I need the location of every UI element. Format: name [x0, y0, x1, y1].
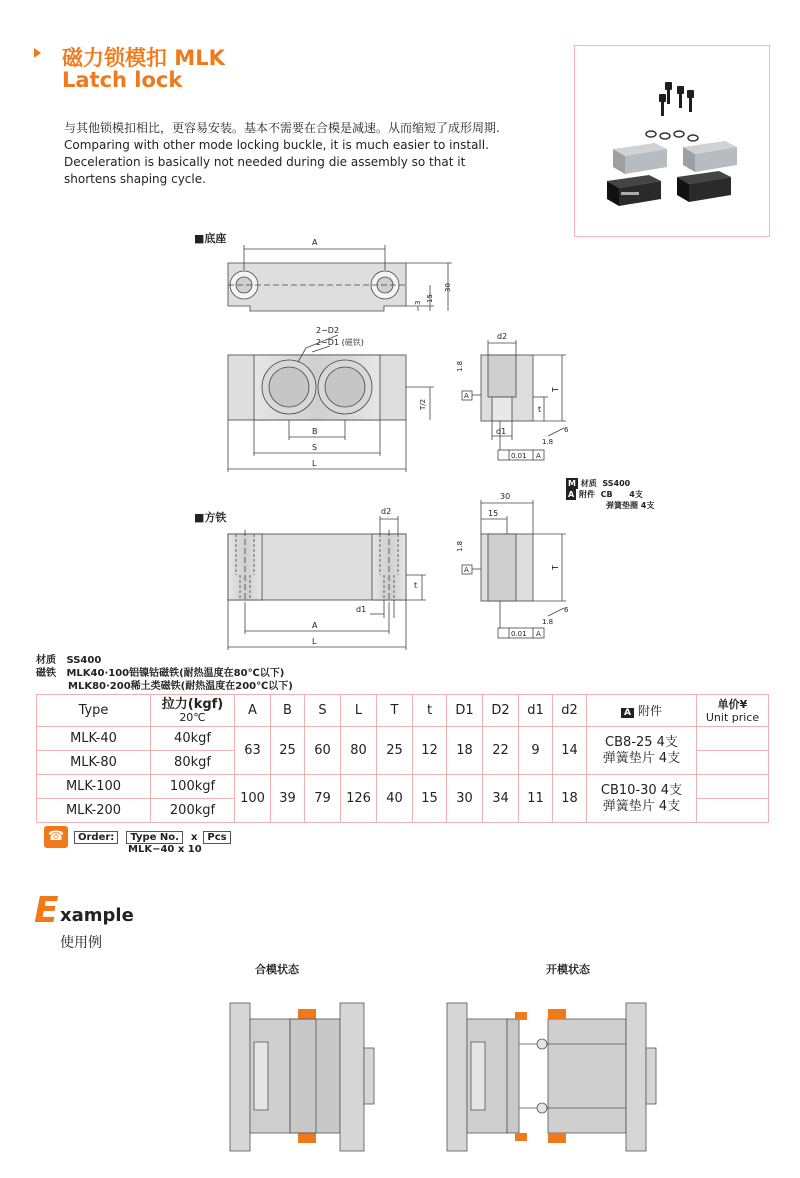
dim-3: 3: [414, 300, 422, 305]
example-illustration: [0, 990, 800, 1160]
cell-acc-1: CB8-25 4支: [605, 734, 678, 750]
desc-line-en-2: Deceleration is basically not needed during die assembly so that it: [64, 155, 466, 169]
th-price-cn: 单价¥: [717, 697, 748, 711]
cell-type: MLK-100: [37, 775, 151, 799]
cell-accessory: [587, 775, 697, 823]
cell-s: 60: [305, 727, 341, 775]
th-force: [151, 695, 235, 727]
table-row: [37, 775, 769, 799]
dim-a-base: A: [312, 238, 318, 247]
dim-r18-base: 1.8: [456, 360, 464, 372]
cell-force: 200kgf: [151, 799, 235, 823]
dim-30: 30: [444, 283, 452, 292]
cell-small-d1: 11: [519, 775, 553, 823]
cell-force: 100kgf: [151, 775, 235, 799]
note-acc-spring-qty: 4支: [640, 501, 655, 510]
product-description: [64, 120, 534, 188]
dim-d1-base: d1: [496, 427, 507, 436]
cell-type: MLK-80: [37, 751, 151, 775]
cell-acc-2: 弹簧垫片 4支: [602, 750, 681, 766]
dim-small-t-block: t: [414, 581, 418, 590]
cell-t: 40: [377, 775, 413, 823]
cell-price: [697, 727, 769, 751]
product-photo-illustration: [575, 46, 771, 238]
dim-r18-b-block: 1.8: [542, 618, 554, 626]
magnet-line-1: MLK40·100铝镍钴磁铁(耐热温度在80℃以下): [66, 668, 285, 679]
dim-small-t-base: t: [538, 405, 542, 414]
order-pcs: Pcs: [203, 831, 230, 844]
material-note: M 材质 SS400 A 附件 CB 4支 弹簧垫圈 4支: [568, 479, 655, 510]
cell-small-d2: 18: [553, 775, 587, 823]
cell-type: MLK-40: [37, 727, 151, 751]
table-header-row: [37, 695, 769, 727]
cell-type: MLK-200: [37, 799, 151, 823]
technical-drawing: [0, 230, 800, 650]
note-material-value: SS400: [602, 479, 631, 488]
tol-datum-block: A: [536, 630, 541, 638]
product-photo: [574, 45, 770, 237]
phone-icon: ☎: [44, 826, 68, 848]
magnet-line-2: MLK80·200稀土类磁铁(耐热温度在200℃以下): [68, 681, 293, 692]
th-accessory: [587, 695, 697, 727]
th-d1: D1: [447, 695, 483, 727]
dim-l-base: L: [312, 459, 317, 468]
base-section-label: ■底座: [194, 232, 227, 245]
cell-d2: 22: [483, 727, 519, 775]
th-force-sub: 20℃: [179, 710, 206, 724]
dim-l-block: L: [312, 637, 317, 646]
th-d2: D2: [483, 695, 519, 727]
order-label: Order:: [74, 831, 118, 844]
material-block: [36, 654, 293, 693]
cell-small-d2: 14: [553, 727, 587, 775]
th-accessory-label: 附件: [638, 704, 663, 718]
order-x: x: [190, 831, 198, 843]
note-material-label: 材质: [580, 479, 597, 488]
cell-small-t: 15: [413, 775, 447, 823]
dim-d2-block: d2: [381, 507, 392, 516]
dim-a-block: A: [312, 621, 318, 630]
accessory-icon: A: [621, 708, 634, 718]
dim-t-block: T: [551, 565, 560, 570]
cell-a: 100: [235, 775, 271, 823]
dim-r18-b-base: 1.8: [542, 438, 554, 446]
cell-l: 80: [341, 727, 377, 775]
cell-s: 79: [305, 775, 341, 823]
order-section: [44, 826, 233, 855]
th-small-d1: d1: [519, 695, 553, 727]
cell-acc-2: 弹簧垫片 4支: [602, 798, 681, 814]
desc-line-cn: 与其他锁模扣相比，更容易安装。基本不需要在合模是减速。从而缩短了成形周期.: [64, 121, 500, 135]
dim-r18-block: 1.8: [456, 540, 464, 552]
dim-30-block: 30: [500, 492, 511, 501]
cell-d1: 30: [447, 775, 483, 823]
th-type: Type: [37, 695, 151, 727]
cell-force: 80kgf: [151, 751, 235, 775]
dim-d2-label: 2−D2: [316, 326, 340, 335]
note-acc-cb: CB: [600, 490, 613, 499]
dim-r6-base: 6: [564, 426, 569, 434]
cell-b: 25: [271, 727, 305, 775]
dim-t-base: T: [551, 387, 560, 392]
cell-price: [697, 775, 769, 799]
page-title-en: Latch lock: [62, 68, 183, 92]
cell-t: 25: [377, 727, 413, 775]
material-label: 材质: [36, 655, 56, 666]
desc-line-en-3: shortens shaping cycle.: [64, 172, 206, 186]
section-arrow-icon: [34, 48, 41, 58]
desc-line-en-1: Comparing with other mode locking buckle, it is much easier to install.: [64, 138, 489, 152]
dim-15-block: 15: [488, 509, 499, 518]
dim-r6-block: 6: [564, 606, 569, 614]
dim-t-half: T/2: [419, 398, 427, 410]
th-s: S: [305, 695, 341, 727]
cell-small-t: 12: [413, 727, 447, 775]
tol-datum-base: A: [536, 452, 541, 460]
page-title-cn: 磁力锁模扣 MLK: [62, 46, 225, 70]
closed-state-label: 合模状态: [255, 963, 299, 976]
cell-acc-1: CB10-30 4支: [600, 782, 683, 798]
dim-d2-base: d2: [497, 332, 508, 341]
th-price-en: Unit price: [705, 710, 760, 724]
th-price: [697, 695, 769, 727]
dim-b: B: [312, 427, 318, 436]
th-small-d2: d2: [553, 695, 587, 727]
th-b: B: [271, 695, 305, 727]
cell-accessory: [587, 727, 697, 775]
tol-block: 0.01: [511, 630, 527, 638]
th-a: A: [235, 695, 271, 727]
note-acc-label: 附件: [579, 490, 595, 499]
order-example: MLK−40 x 10: [128, 844, 202, 855]
cell-a: 63: [235, 727, 271, 775]
th-t: T: [377, 695, 413, 727]
dim-15: 15: [426, 294, 434, 303]
table-row: [37, 727, 769, 751]
order-type-no: Type No.: [126, 831, 183, 844]
datum-block: A: [464, 566, 469, 574]
note-acc-spring: 弹簧垫圈: [606, 501, 638, 510]
block-section-label: ■方铁: [194, 511, 227, 524]
cell-d1: 18: [447, 727, 483, 775]
cell-small-d1: 9: [519, 727, 553, 775]
cell-l: 126: [341, 775, 377, 823]
magnet-label: 磁铁: [36, 668, 56, 679]
cell-price: [697, 799, 769, 823]
material-value: SS400: [66, 655, 102, 666]
spec-table: [36, 694, 769, 823]
example-title: xample: [60, 905, 134, 926]
cell-d2: 34: [483, 775, 519, 823]
example-title-cn: 使用例: [60, 935, 102, 951]
note-acc-cb-qty: 4支: [629, 490, 643, 499]
cell-b: 39: [271, 775, 305, 823]
tol-base: 0.01: [511, 452, 527, 460]
datum-base: A: [464, 392, 469, 400]
th-force-label: 拉力(kgf): [161, 696, 224, 712]
th-small-t: t: [413, 695, 447, 727]
dim-d1-label: 2−D1 (磁铁): [316, 338, 364, 347]
open-state-label: 开模状态: [546, 963, 590, 976]
cell-price: [697, 751, 769, 775]
dim-d1-block: d1: [356, 605, 367, 614]
dim-s: S: [312, 443, 318, 452]
th-l: L: [341, 695, 377, 727]
cell-force: 40kgf: [151, 727, 235, 751]
example-title-e: E: [34, 890, 59, 931]
